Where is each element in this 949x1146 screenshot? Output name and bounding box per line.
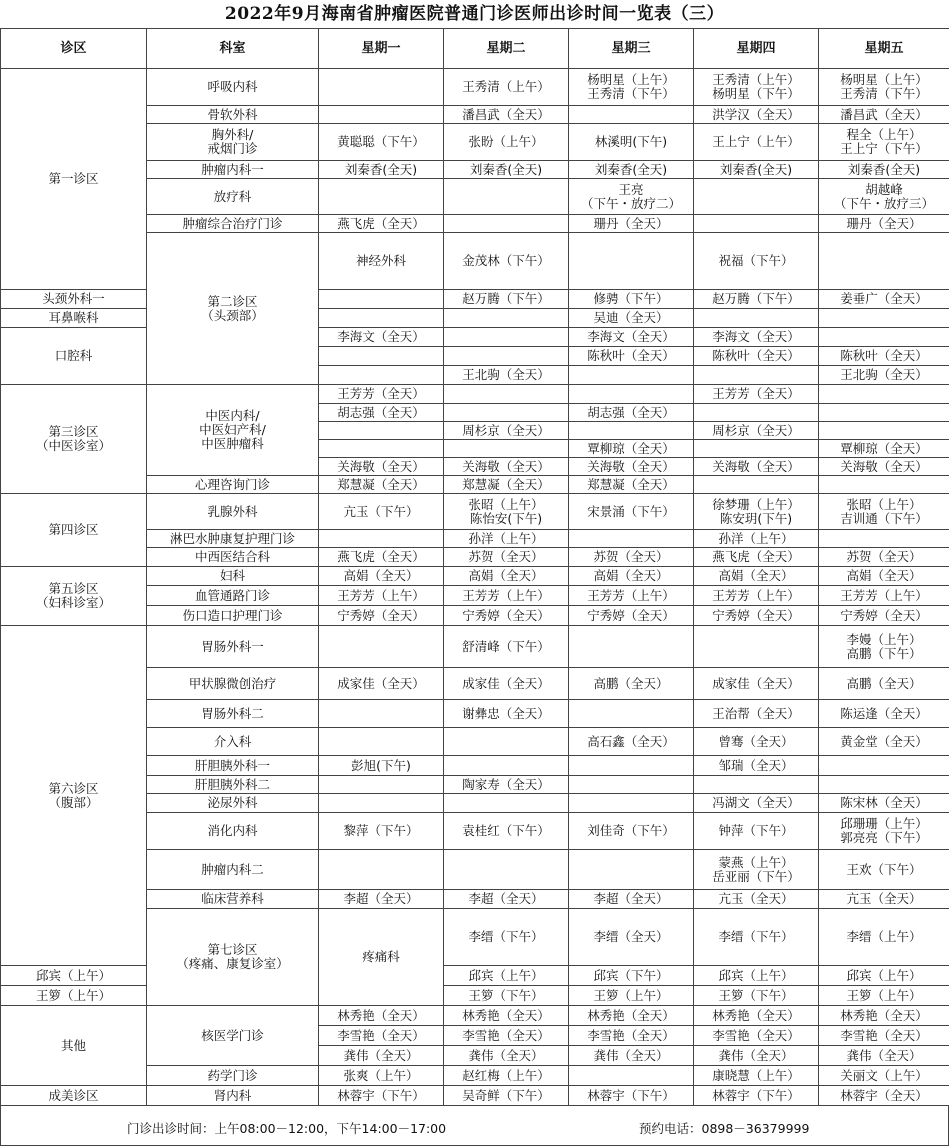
schedule-cell: 王芳芳（全天） <box>319 385 444 404</box>
zone-cell: 第五诊区 （妇科诊室） <box>1 567 147 626</box>
department-cell: 肝胆胰外科一 <box>147 756 319 776</box>
schedule-cell: 覃柳琼（全天） <box>819 440 949 458</box>
schedule-cell <box>444 404 569 422</box>
schedule-cell <box>819 309 949 328</box>
schedule-cell: 龚伟（全天） <box>819 1046 949 1066</box>
schedule-cell: 孙洋（上午） <box>694 530 819 548</box>
schedule-cell: 王箩（上午） <box>1 986 147 1006</box>
schedule-cell: 胡越峰 （下午・放疗三） <box>819 179 949 215</box>
schedule-cell: 王欢（下午） <box>819 850 949 890</box>
schedule-cell <box>569 233 694 290</box>
schedule-cell <box>819 476 949 494</box>
schedule-cell: 李雪艳（全天） <box>569 1026 694 1046</box>
schedule-cell <box>444 215 569 233</box>
schedule-cell: 成家佳（全天） <box>444 668 569 700</box>
department-cell: 呼吸内科 <box>147 69 319 106</box>
schedule-cell <box>319 347 444 366</box>
department-cell: 乳腺外科 <box>147 494 319 530</box>
schedule-cell: 关丽文（上午） <box>819 1066 949 1086</box>
schedule-cell: 李海文（全天） <box>694 328 819 347</box>
schedule-cell <box>569 850 694 890</box>
schedule-cell: 陈秋叶（全天） <box>819 347 949 366</box>
schedule-cell: 黄金堂（全天） <box>819 728 949 756</box>
schedule-cell: 王上宁（上午） <box>694 124 819 161</box>
department-cell: 骨软外科 <box>147 106 319 124</box>
zone-cell: 第六诊区 （腹部） <box>1 626 147 966</box>
schedule-cell: 燕飞虎（全天） <box>319 548 444 567</box>
zone-cell: 其他 <box>1 1006 147 1086</box>
schedule-cell: 高石鑫（全天） <box>569 728 694 756</box>
schedule-cell: 宁秀婷（全天） <box>819 606 949 626</box>
schedule-cell: 成家佳（全天） <box>319 668 444 700</box>
department-cell: 介入科 <box>147 728 319 756</box>
table-row <box>1 986 949 1006</box>
schedule-cell: 潘昌武（全天） <box>444 106 569 124</box>
schedule-cell: 林秀艳（全天） <box>569 1006 694 1026</box>
header-zone: 诊区 <box>1 29 147 69</box>
schedule-cell: 吴迪（全天） <box>569 309 694 328</box>
header-monday: 星期一 <box>319 29 444 69</box>
schedule-cell <box>694 215 819 233</box>
schedule-cell <box>319 776 444 794</box>
schedule-cell: 宋景涌（下午） <box>569 494 694 530</box>
schedule-cell: 杨明星（上午） 王秀清（下午） <box>569 69 694 106</box>
schedule-cell: 燕飞虎（全天） <box>319 215 444 233</box>
schedule-cell: 林蓉宇（下午） <box>319 1086 444 1106</box>
schedule-cell <box>444 385 569 404</box>
schedule-cell: 高鹏（全天） <box>569 668 694 700</box>
schedule-cell: 张盼（上午） <box>444 124 569 161</box>
schedule-cell: 珊丹（全天） <box>819 215 949 233</box>
schedule-cell: 刘秦香(全天) <box>444 161 569 179</box>
schedule-cell: 陈秋叶（全天） <box>694 347 819 366</box>
schedule-cell: 龚伟（全天） <box>569 1046 694 1066</box>
table-row <box>1 328 949 347</box>
schedule-cell: 高娟（全天） <box>819 567 949 586</box>
schedule-cell: 王芳芳（上午） <box>569 586 694 606</box>
schedule-cell: 王芳芳（全天） <box>694 385 819 404</box>
schedule-cell: 关海敬（全天） <box>569 458 694 476</box>
table-row <box>1 1006 949 1026</box>
department-cell: 药学门诊 <box>147 1066 319 1086</box>
department-cell: 肝胆胰外科二 <box>147 776 319 794</box>
department-cell: 甲状腺微创治疗 <box>147 668 319 700</box>
schedule-cell <box>819 530 949 548</box>
schedule-cell: 邱宾（上午） <box>819 966 949 986</box>
schedule-cell <box>694 476 819 494</box>
schedule-cell: 亢玉（下午） <box>319 494 444 530</box>
table-row <box>1 309 949 328</box>
schedule-cell: 林秀艳（全天） <box>694 1006 819 1026</box>
footer <box>0 1106 949 1146</box>
department-cell: 临床营养科 <box>147 890 319 909</box>
zone-cell: 第三诊区 （中医诊室） <box>1 385 147 494</box>
schedule-cell: 王芳芳（上午） <box>444 586 569 606</box>
schedule-cell: 刘秦香(全天) <box>569 161 694 179</box>
schedule-cell: 亢玉（全天） <box>694 890 819 909</box>
department-cell: 泌尿外科 <box>147 794 319 813</box>
schedule-cell: 龚伟（全天） <box>444 1046 569 1066</box>
schedule-cell: 孙洋（上午） <box>444 530 569 548</box>
schedule-cell: 潘昌武（全天） <box>819 106 949 124</box>
schedule-cell: 苏贺（全天） <box>569 548 694 567</box>
schedule-cell: 赵万腾（下午） <box>694 290 819 309</box>
table-row <box>1 290 949 309</box>
schedule-cell <box>319 179 444 215</box>
schedule-cell: 谢彝忠（全天） <box>444 700 569 728</box>
schedule-cell: 徐梦珊（上午） 陈安玥(下午) <box>694 494 819 530</box>
schedule-cell: 林蓉宇（下午） <box>694 1086 819 1106</box>
table-row <box>1 966 949 986</box>
department-cell: 伤口造口护理门诊 <box>147 606 319 626</box>
schedule-cell: 邹瑞（全天） <box>694 756 819 776</box>
department-cell: 胃肠外科一 <box>147 626 319 668</box>
schedule-cell: 蒙燕（上午） 岳亚丽（下午） <box>694 850 819 890</box>
schedule-cell <box>694 404 819 422</box>
schedule-cell: 高娟（全天） <box>444 567 569 586</box>
table-row <box>1 385 949 404</box>
department-cell: 血管通路门诊 <box>147 586 319 606</box>
schedule-cell: 邱宾（上午） <box>1 966 147 986</box>
schedule-cell <box>569 422 694 440</box>
schedule-cell <box>694 179 819 215</box>
schedule-cell: 覃柳琼（全天） <box>569 440 694 458</box>
schedule-cell <box>569 106 694 124</box>
schedule-cell: 关海敬（全天） <box>319 458 444 476</box>
schedule-cell: 赵红梅（上午） <box>444 1066 569 1086</box>
schedule-cell <box>569 756 694 776</box>
schedule-cell <box>444 328 569 347</box>
schedule-cell: 林秀艳（全天） <box>819 1006 949 1026</box>
schedule-cell: 张爽（上午） <box>319 1066 444 1086</box>
schedule-cell: 亢玉（全天） <box>819 890 949 909</box>
header-row <box>1 29 949 69</box>
schedule-cell: 龚伟（全天） <box>694 1046 819 1066</box>
header-dept: 科室 <box>147 29 319 69</box>
schedule-cell: 王亮 （下午・放疗二） <box>569 179 694 215</box>
schedule-cell: 修骋（下午） <box>569 290 694 309</box>
schedule-cell: 舒清峰（下午） <box>444 626 569 668</box>
schedule-cell: 王秀清（上午） 杨明星（下午） <box>694 69 819 106</box>
schedule-cell: 李缙（上午） <box>819 909 949 966</box>
table-row <box>1 494 949 530</box>
schedule-cell <box>569 366 694 385</box>
schedule-cell: 冯湖文（全天） <box>694 794 819 813</box>
schedule-cell <box>319 728 444 756</box>
department-cell: 淋巴水肿康复护理门诊 <box>147 530 319 548</box>
schedule-cell: 李超（全天） <box>569 890 694 909</box>
department-cell: 放疗科 <box>147 179 319 215</box>
schedule-cell: 高娟（全天） <box>569 567 694 586</box>
schedule-cell <box>694 626 819 668</box>
schedule-cell: 刘秦香(全天) <box>319 161 444 179</box>
schedule-cell: 龚伟（全天） <box>319 1046 444 1066</box>
schedule-cell <box>319 794 444 813</box>
schedule-cell: 李缙（下午） <box>694 909 819 966</box>
schedule-cell: 周杉京（全天） <box>444 422 569 440</box>
schedule-cell: 珊丹（全天） <box>569 215 694 233</box>
schedule-cell: 王箩（上午） <box>569 986 694 1006</box>
department-cell: 肿瘤内科一 <box>147 161 319 179</box>
schedule-cell: 苏贺（全天） <box>444 548 569 567</box>
schedule-cell <box>319 69 444 106</box>
schedule-cell: 陈运逢（全天） <box>819 700 949 728</box>
schedule-cell <box>319 106 444 124</box>
schedule-cell: 燕飞虎（全天） <box>694 548 819 567</box>
department-cell: 胸外科/ 戒烟门诊 <box>147 124 319 161</box>
schedule-cell: 郑慧凝（全天） <box>444 476 569 494</box>
schedule-cell: 李超（全天） <box>319 890 444 909</box>
table-row <box>1 69 949 106</box>
department-cell: 头颈外科一 <box>1 290 147 309</box>
schedule-cell <box>319 700 444 728</box>
schedule-cell: 郑慧凝（全天） <box>319 476 444 494</box>
schedule-cell <box>569 385 694 404</box>
schedule-cell: 袁桂红（下午） <box>444 813 569 850</box>
schedule-cell <box>694 440 819 458</box>
schedule-cell <box>319 440 444 458</box>
schedule-cell <box>319 850 444 890</box>
zone-cell: 成美诊区 <box>1 1086 147 1106</box>
schedule-cell: 林秀艳（全天） <box>319 1006 444 1026</box>
schedule-cell: 王箩（下午） <box>694 986 819 1006</box>
schedule-cell <box>444 850 569 890</box>
schedule-cell <box>569 700 694 728</box>
schedule-cell <box>569 776 694 794</box>
department-cell: 中西医结合科 <box>147 548 319 567</box>
schedule-cell: 高娟（全天） <box>694 567 819 586</box>
department-cell: 疼痛科 <box>319 909 444 1006</box>
schedule-cell: 胡志强（全天） <box>569 404 694 422</box>
header-tuesday: 星期二 <box>444 29 569 69</box>
schedule-cell <box>319 422 444 440</box>
schedule-cell: 李雪艳（全天） <box>694 1026 819 1046</box>
schedule-cell: 张昭（上午） 陈怡安(下午) <box>444 494 569 530</box>
schedule-cell <box>819 328 949 347</box>
schedule-cell: 赵万腾（下午） <box>444 290 569 309</box>
schedule-cell <box>694 309 819 328</box>
schedule-cell: 李雪艳（全天） <box>444 1026 569 1046</box>
schedule-cell: 邱宾（下午） <box>569 966 694 986</box>
schedule-table <box>0 28 949 1106</box>
schedule-cell <box>444 309 569 328</box>
schedule-cell <box>444 794 569 813</box>
department-cell: 胃肠外科二 <box>147 700 319 728</box>
schedule-cell: 王秀清（上午） <box>444 69 569 106</box>
schedule-cell: 宁秀婷（全天） <box>694 606 819 626</box>
schedule-cell: 陶家寿（全天） <box>444 776 569 794</box>
schedule-cell: 王治帮（全天） <box>694 700 819 728</box>
zone-cell: 第七诊区 （疼痛、康复诊室） <box>147 909 319 1006</box>
schedule-cell: 吴奇鲜（下午） <box>444 1086 569 1106</box>
schedule-cell <box>319 530 444 548</box>
schedule-cell: 杨明星（上午） 王秀清（下午） <box>819 69 949 106</box>
schedule-cell: 周杉京（全天） <box>694 422 819 440</box>
schedule-cell <box>819 776 949 794</box>
table-row <box>1 1086 949 1106</box>
schedule-cell: 宁秀婷（全天） <box>319 606 444 626</box>
schedule-cell: 黄聪聪（下午） <box>319 124 444 161</box>
schedule-cell: 王北驹（全天） <box>444 366 569 385</box>
schedule-cell <box>444 756 569 776</box>
schedule-cell: 苏贺（全天） <box>819 548 949 567</box>
schedule-cell: 林溪明(下午) <box>569 124 694 161</box>
header-friday: 星期五 <box>819 29 949 69</box>
schedule-cell: 程全（上午） 王上宁（下午） <box>819 124 949 161</box>
schedule-cell: 曾骞（全天） <box>694 728 819 756</box>
schedule-cell <box>819 385 949 404</box>
header-wednesday: 星期三 <box>569 29 694 69</box>
zone-cell: 第二诊区 （头颈部） <box>147 233 319 385</box>
schedule-cell <box>319 290 444 309</box>
schedule-cell: 邱珊珊（上午） 郭亮亮（下午） <box>819 813 949 850</box>
department-cell: 心理咨询门诊 <box>147 476 319 494</box>
schedule-cell: 关海敬（全天） <box>819 458 949 476</box>
schedule-cell: 李海文（全天） <box>319 328 444 347</box>
schedule-cell <box>569 794 694 813</box>
department-cell: 肾内科 <box>147 1086 319 1106</box>
schedule-cell: 刘秦香(全天) <box>819 161 949 179</box>
schedule-cell: 宁秀婷（全天） <box>569 606 694 626</box>
schedule-cell: 关海敬（全天） <box>694 458 819 476</box>
schedule-cell: 张昭（上午） 吉训通（下午） <box>819 494 949 530</box>
schedule-cell <box>819 404 949 422</box>
department-cell: 肿瘤综合治疗门诊 <box>147 215 319 233</box>
schedule-cell <box>444 179 569 215</box>
schedule-cell: 钟萍（下午） <box>694 813 819 850</box>
schedule-cell: 李海文（全天） <box>569 328 694 347</box>
department-cell: 神经外科 <box>319 233 444 290</box>
department-cell: 耳鼻喉科 <box>1 309 147 328</box>
zone-cell: 第一诊区 <box>1 69 147 290</box>
header-thursday: 星期四 <box>694 29 819 69</box>
schedule-cell: 刘秦香(全天) <box>694 161 819 179</box>
schedule-cell: 高鹏（全天） <box>819 668 949 700</box>
schedule-cell: 李雪艳（全天） <box>319 1026 444 1046</box>
table-row <box>1 567 949 586</box>
department-cell: 妇科 <box>147 567 319 586</box>
schedule-cell: 王北驹（全天） <box>819 366 949 385</box>
schedule-cell: 王箩（下午） <box>444 986 569 1006</box>
schedule-cell <box>569 530 694 548</box>
schedule-cell: 刘佳奇（下午） <box>569 813 694 850</box>
schedule-cell <box>444 728 569 756</box>
schedule-cell: 金茂林（下午） <box>444 233 569 290</box>
schedule-cell: 宁秀婷（全天） <box>444 606 569 626</box>
schedule-cell <box>444 440 569 458</box>
schedule-cell: 陈宋林（全天） <box>819 794 949 813</box>
schedule-cell: 李超（全天） <box>444 890 569 909</box>
zone-cell: 第四诊区 <box>1 494 147 567</box>
page-title: 2022年9月海南省肿瘤医院普通门诊医师出诊时间一览表（三） <box>0 0 949 28</box>
department-cell: 口腔科 <box>1 328 147 385</box>
schedule-cell: 郑慧凝（全天） <box>569 476 694 494</box>
schedule-cell: 王芳芳（上午） <box>319 586 444 606</box>
schedule-cell: 李嫚（上午） 高鹏（下午） <box>819 626 949 668</box>
schedule-cell: 祝福（下午） <box>694 233 819 290</box>
department-cell: 肿瘤内科二 <box>147 850 319 890</box>
department-cell: 中医内科/ 中医妇产科/ 中医肿瘤科 <box>147 385 319 476</box>
schedule-cell <box>694 776 819 794</box>
schedule-cell <box>694 366 819 385</box>
schedule-cell: 李缙（下午） <box>444 909 569 966</box>
schedule-cell: 林蓉宇（全天） <box>819 1086 949 1106</box>
schedule-cell: 姜垂广（全天） <box>819 290 949 309</box>
schedule-cell: 成家佳（全天） <box>694 668 819 700</box>
schedule-cell: 王芳芳（上午） <box>819 586 949 606</box>
schedule-cell: 彭旭(下午) <box>319 756 444 776</box>
department-cell: 核医学门诊 <box>147 1006 319 1066</box>
schedule-cell: 李雪艳（全天） <box>819 1026 949 1046</box>
clinic-hours: 门诊出诊时间：上午08:00－12:00，下午14:00－17:00 <box>127 1119 446 1137</box>
schedule-cell: 胡志强（全天） <box>319 404 444 422</box>
appointment-phone: 预约电话：0898－36379999 <box>639 1119 809 1137</box>
schedule-cell <box>819 756 949 776</box>
schedule-cell: 洪学汉（全天） <box>694 106 819 124</box>
schedule-cell: 陈秋叶（全天） <box>569 347 694 366</box>
schedule-cell <box>819 233 949 290</box>
schedule-cell: 黎萍（下午） <box>319 813 444 850</box>
schedule-cell: 李缙（全天） <box>569 909 694 966</box>
schedule-cell: 高娟（全天） <box>319 567 444 586</box>
schedule-cell: 林秀艳（全天） <box>444 1006 569 1026</box>
schedule-cell: 王芳芳（上午） <box>694 586 819 606</box>
schedule-cell <box>319 309 444 328</box>
schedule-cell: 邱宾（上午） <box>444 966 569 986</box>
schedule-cell: 邱宾（上午） <box>694 966 819 986</box>
schedule-cell: 关海敬（全天） <box>444 458 569 476</box>
schedule-cell: 王箩（上午） <box>819 986 949 1006</box>
schedule-cell <box>319 366 444 385</box>
table-row <box>1 626 949 668</box>
schedule-cell: 康晓慧（上午） <box>694 1066 819 1086</box>
schedule-cell <box>444 347 569 366</box>
schedule-cell <box>319 626 444 668</box>
schedule-cell <box>569 1066 694 1086</box>
schedule-cell: 林蓉宇（下午） <box>569 1086 694 1106</box>
department-cell: 消化内科 <box>147 813 319 850</box>
schedule-cell <box>819 422 949 440</box>
schedule-cell <box>569 626 694 668</box>
